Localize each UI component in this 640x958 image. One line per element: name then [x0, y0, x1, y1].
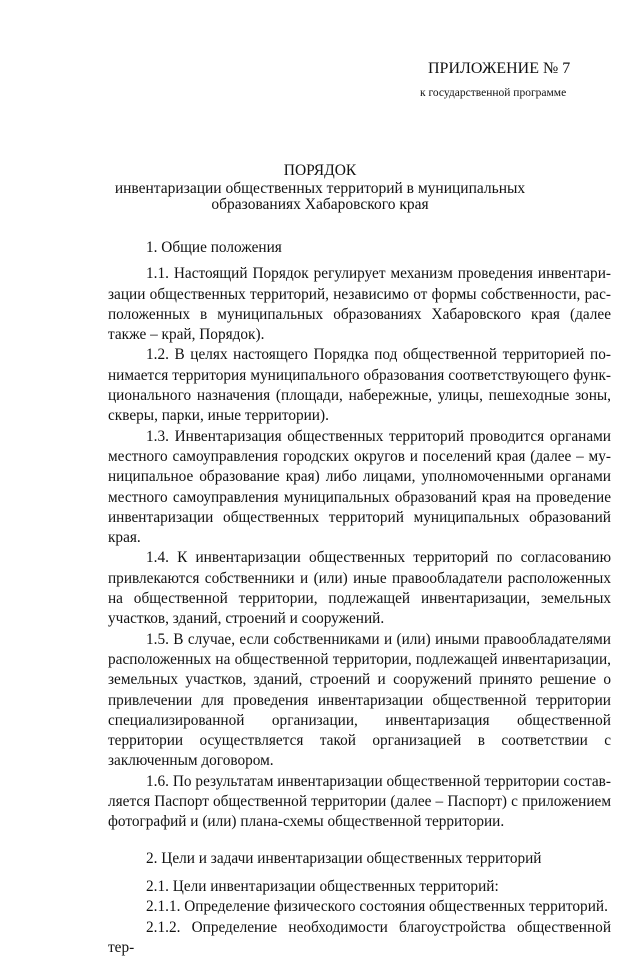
document-title: ПОРЯДОК: [100, 162, 540, 180]
paragraph-1-4: 1.4. К инвентаризации общественных территорий по согласованию привлекаются собственники и (или) иные правообладатели расположенных на общественной территории, подлежащей инвентаризации, земельных участков, зданий, строений и сооружений.: [108, 548, 611, 629]
paragraph-1-5: 1.5. В случае, если собственниками и (или) иными правообладателями расположенных на общественной территории, подлежащей инвентаризации, земельных участков, зданий, строений и сооружений принято решение о привлечении для проведения инвентаризации общественной территории специализированной организации, инвентаризация общественной территории осуществляется такой организацией в соответствии с заключенным договором.: [108, 630, 611, 772]
paragraph-2-1-1: 2.1.1. Определение физического состояния общественных территорий.: [108, 897, 611, 917]
section-heading-general: 1. Общие положения: [108, 238, 611, 258]
document-subtitle: инвентаризации общественных территорий в муниципальных образованиях Хабаровского края: [100, 181, 540, 213]
paragraph-1-1: 1.1. Настоящий Порядок регулирует механизм проведения инвентаризации общественных территорий, независимо от формы собственности, расположенных в муниципальных образованиях Хабаровского края (далее также – край, Порядок).: [108, 264, 611, 345]
paragraph-1-6: 1.6. По результатам инвентаризации общественной территории составляется Паспорт общественной территории (далее – Паспорт) с приложением фотографий и (или) плана-схемы общественной территории.: [108, 772, 611, 833]
paragraph-2-1: 2.1. Цели инвентаризации общественных территорий:: [108, 877, 611, 897]
appendix-title: ПРИЛОЖЕНИЕ № 7: [428, 60, 620, 78]
document-body: [108, 238, 611, 958]
appendix-block: [420, 60, 620, 100]
appendix-subtitle: к государственной программе: [420, 86, 620, 100]
section-heading-goals: 2. Цели и задачи инвентаризации общественных территорий: [108, 849, 611, 869]
paragraph-1-2: 1.2. В целях настоящего Порядка под общественной территорией понимается территория муниципального образования соответствующего функционального назначения (площади, набережные, улицы, пешеходные зоны, скверы, парки, иные территории).: [108, 345, 611, 426]
paragraph-1-3: 1.3. Инвентаризация общественных территорий проводится органами местного самоуправления городских округов и поселений края (далее – муниципальное образование края) либо лицами, уполномоченными органами местного самоуправления муниципальных образований края на проведение инвентаризации общественных территорий муниципальных образований края.: [108, 427, 611, 549]
paragraph-2-1-2: 2.1.2. Определение необходимости благоустройства общественной тер-: [108, 918, 611, 958]
